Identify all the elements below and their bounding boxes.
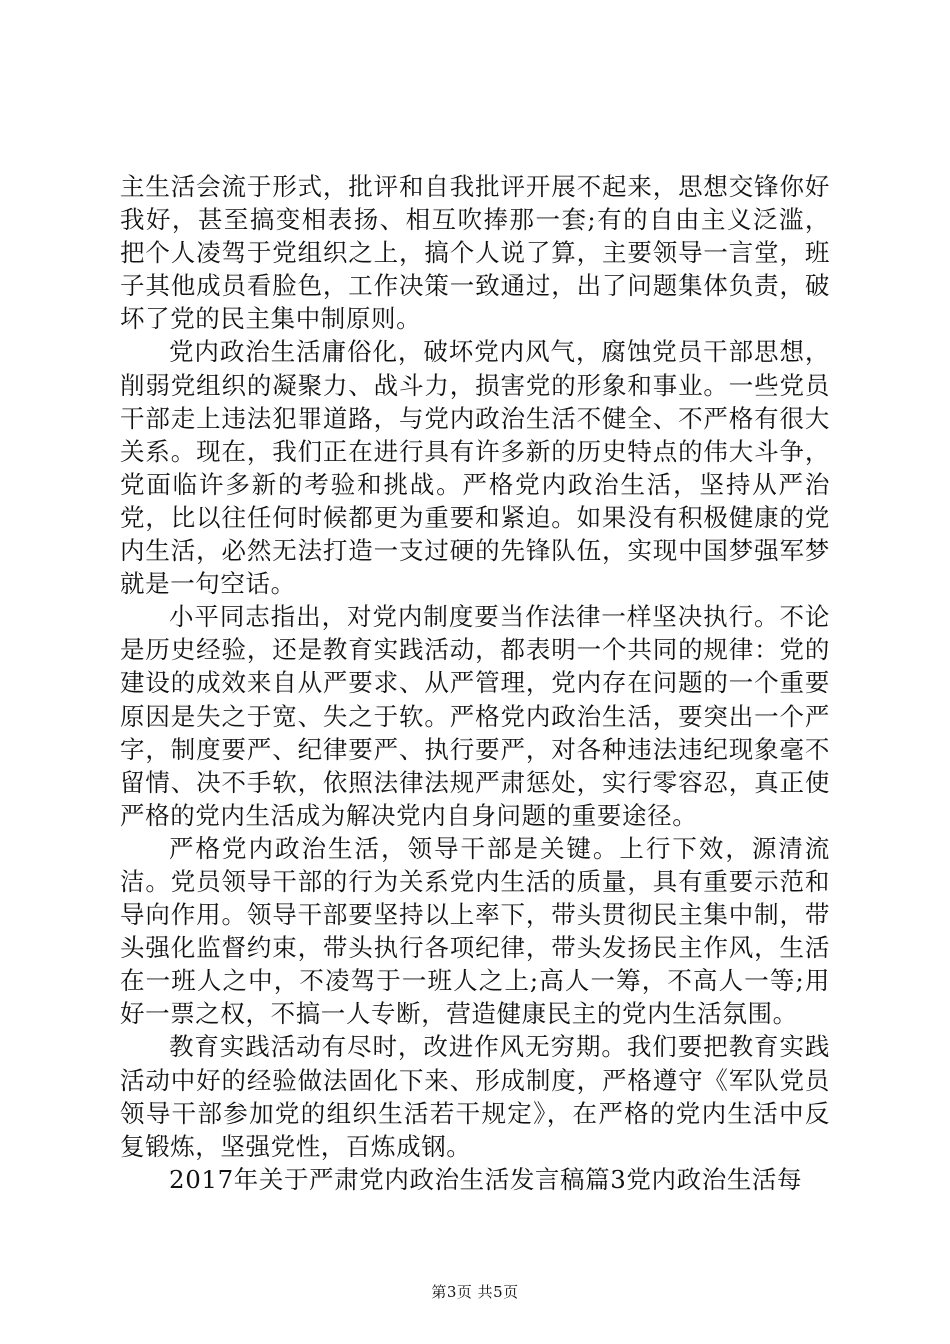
paragraph-2: 党内政治生活庸俗化，破坏党内风气，腐蚀党员干部思想，削弱党组织的凝聚力、战斗力，损害党的形象和事业。一些党员干部走上违法犯罪道路，与党内政治生活不健全、不严格有很大关系。现在，我们正在进行具有许多新的历史特点的伟大斗争，党面临许多新的考验和挑战。严格党内政治生活，坚持从严治党，比以往任何时候都更为重要和紧迫。如果没有积极健康的党内生活，必然无法打造一支过硬的先锋队伍，实现中国梦强军梦就是一句空话。 [120,337,830,599]
document-body [120,170,830,1196]
paragraph-6: 2017年关于严肃党内政治生活发言稿篇3党内政治生活每 [169,1164,803,1194]
paragraph-4: 严格党内政治生活，领导干部是关键。上行下效，源清流洁。党员领导干部的行为关系党内生活的质量，具有重要示范和导向作用。领导干部要坚持以上率下，带头贯彻民主集中制，带头强化监督约束，带头执行各项纪律，带头发扬民主作风，生活在一班人之中，不凌驾于一班人之上;高人一筹，不高人一等;用好一票之权，不搞一人专断，营造健康民主的党内生活氛围。 [120,833,830,1029]
paragraph-continuation: 主生活会流于形式，批评和自我批评开展不起来，思想交锋你好我好，甚至搞变相表扬、相互吹捧那一套;有的自由主义泛滥，把个人凌驾于党组织之上，搞个人说了算，主要领导一言堂，班子其他成员看脸色，工作决策一致通过，出了问题集体负责，破坏了党的民主集中制原则。 [120,172,830,334]
paragraph-3: 小平同志指出，对党内制度要当作法律一样坚决执行。不论是历史经验，还是教育实践活动，都表明一个共同的规律：党的建设的成效来自从严要求、从严管理，党内存在问题的一个重要原因是失之于宽、失之于软。严格党内政治生活，要突出一个严字，制度要严、纪律要严、执行要严，对各种违法违纪现象毫不留情、决不手软，依照法律法规严肃惩处，实行零容忍，真正使严格的党内生活成为解决党内自身问题的重要途径。 [120,602,830,830]
paragraph-5: 教育实践活动有尽时，改进作风无穷期。我们要把教育实践活动中好的经验做法固化下来、形成制度，严格遵守《军队党员领导干部参加党的组织生活若干规定》，在严格的党内生活中反复锻炼，坚强党性，百炼成钢。 [120,1032,830,1161]
page-number-footer: 第3页 共5页 [431,1283,519,1301]
